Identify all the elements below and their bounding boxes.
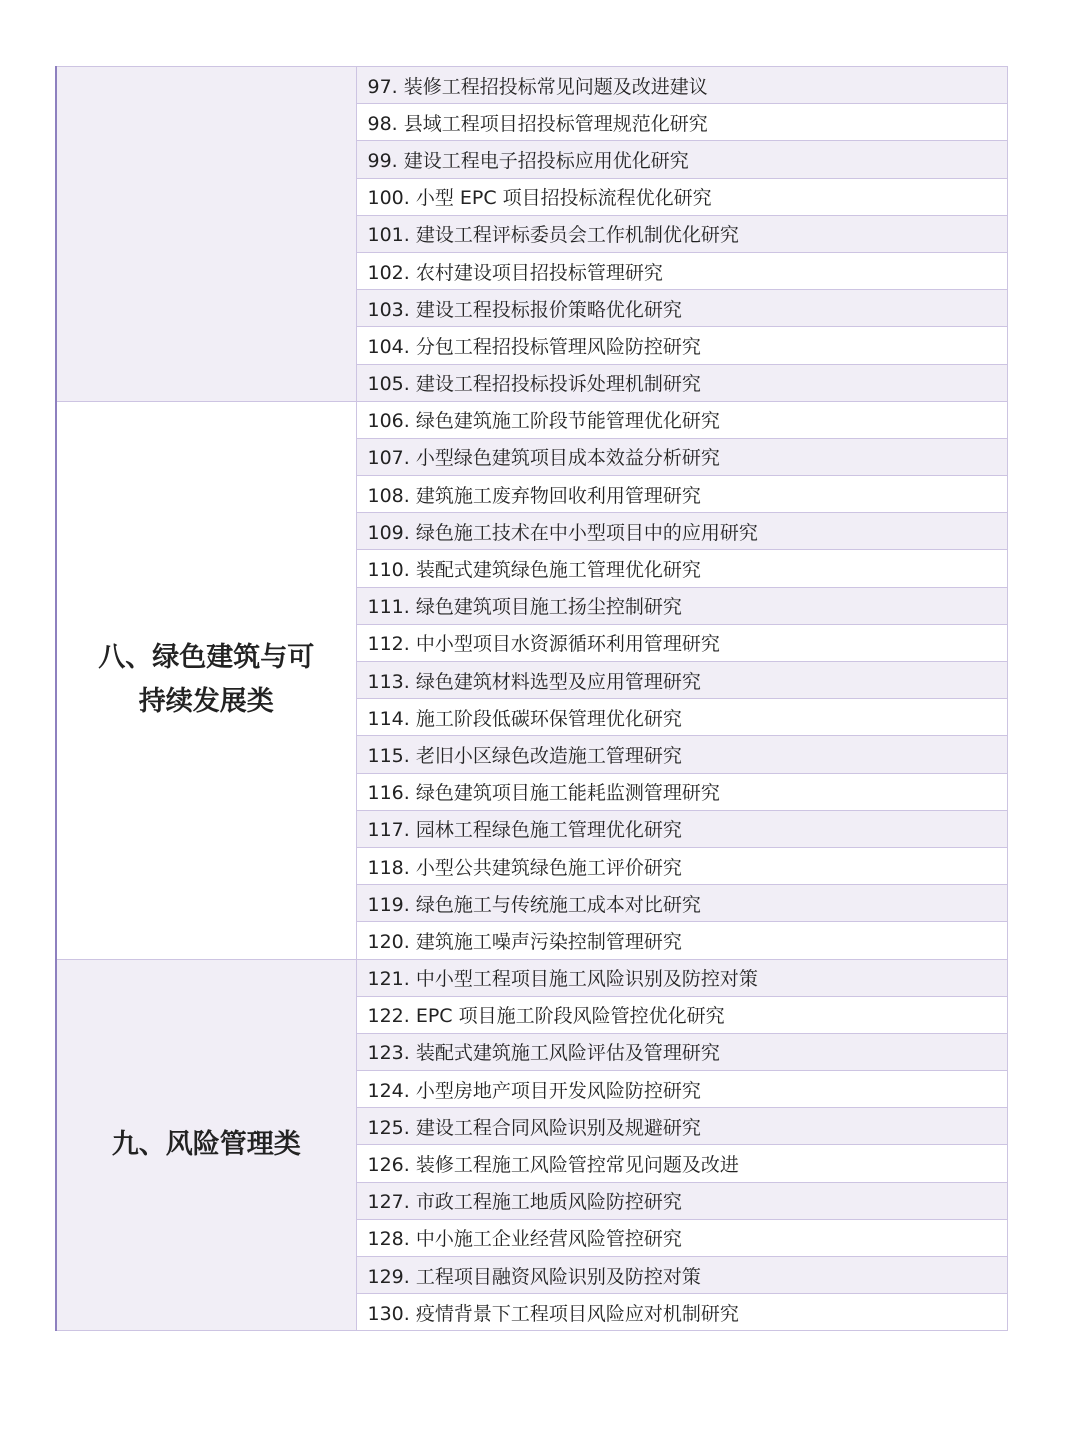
table-row xyxy=(56,67,1007,104)
topic-item: 117. 园林工程绿色施工管理优化研究 xyxy=(356,810,1007,847)
topic-item: 124. 小型房地产项目开发风险防控研究 xyxy=(356,1071,1007,1108)
topic-item: 98. 县域工程项目招投标管理规范化研究 xyxy=(356,104,1007,141)
topic-item: 130. 疫情背景下工程项目风险应对机制研究 xyxy=(356,1294,1007,1331)
category-cell: 九、风险管理类 xyxy=(56,959,356,1331)
topic-item: 105. 建设工程招投标投诉处理机制研究 xyxy=(356,364,1007,401)
topic-item: 108. 建筑施工废弃物回收利用管理研究 xyxy=(356,476,1007,513)
table-row xyxy=(56,401,1007,438)
topic-table xyxy=(55,66,1008,1331)
topic-item: 111. 绿色建筑项目施工扬尘控制研究 xyxy=(356,587,1007,624)
topic-item: 112. 中小型项目水资源循环利用管理研究 xyxy=(356,624,1007,661)
topic-item: 104. 分包工程招投标管理风险防控研究 xyxy=(356,327,1007,364)
topic-item: 120. 建筑施工噪声污染控制管理研究 xyxy=(356,922,1007,959)
topic-item: 122. EPC 项目施工阶段风险管控优化研究 xyxy=(356,996,1007,1033)
topic-item: 129. 工程项目融资风险识别及防控对策 xyxy=(356,1257,1007,1294)
topic-item: 119. 绿色施工与传统施工成本对比研究 xyxy=(356,885,1007,922)
topic-item: 110. 装配式建筑绿色施工管理优化研究 xyxy=(356,550,1007,587)
topic-item: 115. 老旧小区绿色改造施工管理研究 xyxy=(356,736,1007,773)
topic-item: 128. 中小施工企业经营风险管控研究 xyxy=(356,1219,1007,1256)
topic-item: 106. 绿色建筑施工阶段节能管理优化研究 xyxy=(356,401,1007,438)
topic-item: 100. 小型 EPC 项目招投标流程优化研究 xyxy=(356,178,1007,215)
topic-item: 107. 小型绿色建筑项目成本效益分析研究 xyxy=(356,438,1007,475)
topic-item: 125. 建设工程合同风险识别及规避研究 xyxy=(356,1108,1007,1145)
topic-item: 101. 建设工程评标委员会工作机制优化研究 xyxy=(356,215,1007,252)
topic-item: 99. 建设工程电子招投标应用优化研究 xyxy=(356,141,1007,178)
topic-item: 116. 绿色建筑项目施工能耗监测管理研究 xyxy=(356,773,1007,810)
topic-item: 127. 市政工程施工地质风险防控研究 xyxy=(356,1182,1007,1219)
category-cell: 八、绿色建筑与可持续发展类 xyxy=(56,401,356,959)
category-cell xyxy=(56,67,356,402)
topic-item: 126. 装修工程施工风险管控常见问题及改进 xyxy=(356,1145,1007,1182)
topic-item: 113. 绿色建筑材料选型及应用管理研究 xyxy=(356,662,1007,699)
topic-item: 121. 中小型工程项目施工风险识别及防控对策 xyxy=(356,959,1007,996)
topic-item: 114. 施工阶段低碳环保管理优化研究 xyxy=(356,699,1007,736)
topic-item: 97. 装修工程招投标常见问题及改进建议 xyxy=(356,67,1007,104)
topic-item: 103. 建设工程投标报价策略优化研究 xyxy=(356,290,1007,327)
table-row xyxy=(56,959,1007,996)
topic-item: 118. 小型公共建筑绿色施工评价研究 xyxy=(356,847,1007,884)
topic-item: 123. 装配式建筑施工风险评估及管理研究 xyxy=(356,1033,1007,1070)
topic-item: 102. 农村建设项目招投标管理研究 xyxy=(356,252,1007,289)
topic-item: 109. 绿色施工技术在中小型项目中的应用研究 xyxy=(356,513,1007,550)
